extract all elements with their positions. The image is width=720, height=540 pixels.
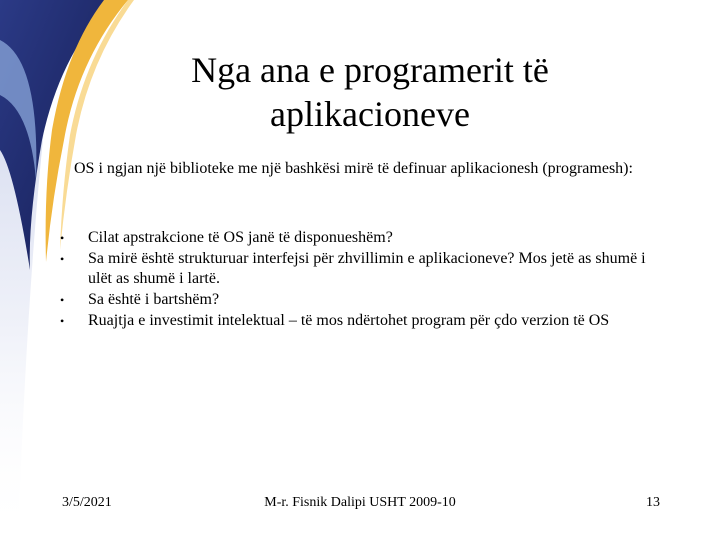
bullet-dot-icon: • [60, 293, 65, 307]
bullet-item [58, 227, 668, 248]
intro-text: OS i ngjan një biblioteke me një bashkësi mirë të definuar aplikacionesh (programesh): [74, 160, 633, 177]
bullet-item [58, 248, 668, 289]
page-number: 13 [646, 495, 660, 510]
intro-paragraph [74, 158, 674, 179]
bullet-list [58, 227, 668, 331]
bullet-text: Sa mirë është strukturuar interfejsi për zhvillimin e aplikacioneve? Mos jetë as shumë i ulët as shumë i lartë. [88, 250, 646, 287]
bullet-dot-icon: • [60, 231, 65, 245]
bullet-text: Sa është i bartshëm? [88, 291, 220, 308]
bullet-text: Ruajtja e investimit intelektual – të mos ndërtohet program për çdo verzion të OS [88, 312, 610, 329]
footer-author: M-r. Fisnik Dalipi USHT 2009-10 [264, 495, 456, 510]
bullet-item [58, 289, 668, 310]
bullet-dot-icon: • [60, 314, 65, 328]
bullet-text: Cilat apstrakcione të OS janë të disponueshëm? [88, 229, 393, 246]
bullet-item [58, 310, 668, 331]
bullet-dot-icon: • [60, 252, 65, 266]
slide-title: Nga ana e programerit të aplikacioneve [191, 50, 549, 134]
footer-date: 3/5/2021 [62, 495, 112, 510]
